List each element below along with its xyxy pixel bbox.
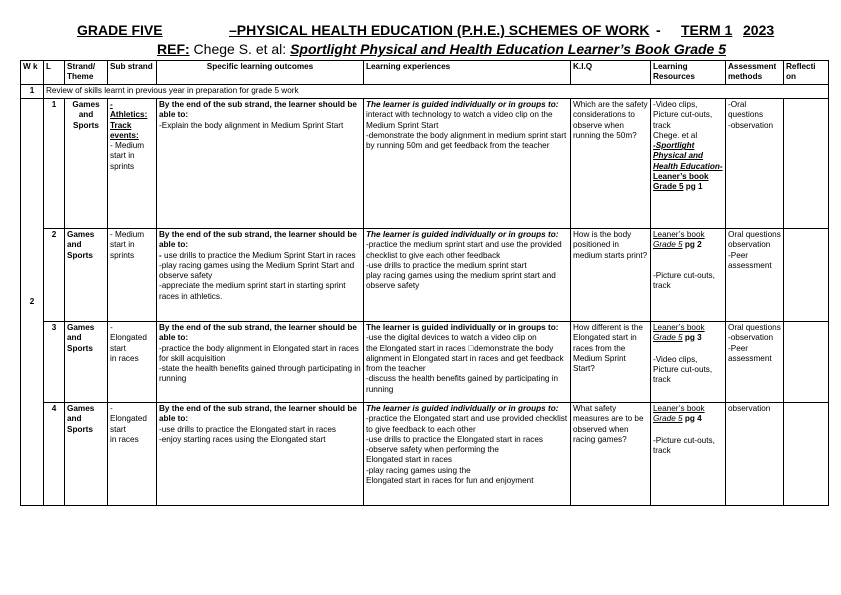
lesson-number: 1	[44, 99, 65, 229]
assessment-cell: -Oral questions -observation	[726, 99, 784, 229]
year-label: 2023	[743, 22, 775, 38]
resource-book: Leaner’s book	[653, 230, 705, 239]
resource-text: -Picture cut-outs, track	[653, 435, 715, 455]
col-strand: Strand/ Theme	[65, 61, 108, 85]
sub-strand-cell: - Medium start in sprints	[108, 229, 157, 322]
resource-text: -Picture cut-outs, track	[653, 270, 715, 290]
outcomes-cell	[157, 99, 364, 229]
experiences-cell	[364, 99, 571, 229]
table-row	[21, 85, 829, 99]
strand-cell: Games and Sports	[65, 322, 108, 403]
table-row	[21, 229, 829, 322]
col-outcomes: Specific learning outcomes	[157, 61, 364, 85]
experience-body: -use the digital devices to watch a video clip on the Elongated start in races  demonstrate the body alignment in Elongated start in races and get feedback from the teacher -discuss the health benefits gained by participating in running	[366, 333, 564, 394]
kiq-cell: What safety measures are to be observed when racing games?	[571, 403, 651, 506]
col-experiences: Learning experiences	[364, 61, 571, 85]
document-title	[0, 22, 841, 40]
schemes-table	[20, 60, 829, 506]
experiences-cell	[364, 403, 571, 506]
outcomes-cell	[157, 403, 364, 506]
outcome-heading: By the end of the sub strand, the learner should be able to:	[159, 323, 357, 343]
experience-heading: The learner is guided individually or in groups to:	[366, 230, 559, 239]
reflection-cell	[784, 229, 829, 322]
reflection-cell	[784, 322, 829, 403]
outcome-heading: By the end of the sub strand, the learner should be able to:	[159, 230, 357, 250]
resource-book-title: -Sportlight Physical and Health Education-	[653, 141, 723, 171]
resources-cell	[651, 322, 726, 403]
outcome-body: -Explain the body alignment in Medium Sprint Start	[159, 120, 344, 130]
resource-page: pg 3	[682, 333, 702, 343]
header-row	[21, 61, 829, 85]
col-lesson: L	[44, 61, 65, 85]
outcomes-cell	[157, 322, 364, 403]
assessment-cell: Oral questions -observation -Peer assessment	[726, 322, 784, 403]
col-resources: Learning Resources	[651, 61, 726, 85]
reflection-cell	[784, 99, 829, 229]
assessment-cell: Oral questions observation -Peer assessment	[726, 229, 784, 322]
col-assessment: Assessment methods	[726, 61, 784, 85]
term-label: TERM 1	[681, 22, 733, 38]
resource-book: Leaner’s book	[653, 172, 709, 182]
table-row	[21, 322, 829, 403]
col-sub-strand: Sub strand	[108, 61, 157, 85]
kiq-cell: How different is the Elongated start in races from the Medium Sprint Start?	[571, 322, 651, 403]
assessment-cell: observation	[726, 403, 784, 506]
kiq-cell: How is the body positioned in medium starts print?	[571, 229, 651, 322]
sub-dash: -	[110, 100, 113, 109]
outcome-dash: -	[159, 250, 165, 260]
outcome-heading: By the end of the sub strand, the learner should be able to:	[159, 404, 357, 424]
sub-strand-cell: - Elongated start in races	[108, 322, 157, 403]
experience-heading: The learner is guided individually or in groups to:	[366, 323, 559, 332]
ref-author: Chege S. et al:	[189, 41, 291, 57]
sub-strand-cell	[108, 99, 157, 229]
lesson-number: 2	[44, 229, 65, 322]
resource-page: pg 2	[682, 240, 702, 250]
col-kiq: K.I.Q	[571, 61, 651, 85]
outcome-body: use drills to practice the Medium Sprint Start in races -play racing games using the Medium Sprint Start and observe safety -appreciate the medium sprint start in starting sprint races in athletics.	[159, 250, 356, 301]
resource-page: pg 4	[682, 414, 702, 424]
grade-label: GRADE FIVE	[77, 22, 163, 38]
resource-text: -Video clips, Picture cut-outs, track Chege. et al	[653, 100, 713, 140]
resource-grade: Grade 5	[653, 182, 684, 192]
resource-book: Leaner’s book	[653, 404, 705, 413]
sub-strand-title: Athletics: Track events:	[110, 110, 148, 140]
resource-page: pg 1	[683, 182, 703, 192]
outcome-heading: By the end of the sub strand, the learner should be able to:	[159, 100, 357, 120]
kiq-cell: Which are the safety considerations to observe when running the 50m?	[571, 99, 651, 229]
sub-strand-cell: - Elongated start in races	[108, 403, 157, 506]
resource-grade: Grade 5	[653, 240, 683, 250]
experience-body: -practice the Elongated start and use provided checklist to give feedback to each other -use drills to practice the Elongated start in races -observe safety when performing the Elongated start in races -play racing games using the Elongated start in races for fun and enjoyment	[366, 414, 568, 486]
col-week: W k	[21, 61, 44, 85]
outcomes-cell	[157, 229, 364, 322]
title-dash: -	[656, 22, 661, 38]
resource-grade: Grade 5	[653, 414, 683, 424]
reference-line	[157, 41, 726, 57]
lesson-number: 4	[44, 403, 65, 506]
subject-label: –PHYSICAL HEALTH EDUCATION (P.H.E.) SCHEMES OF WORK	[229, 22, 650, 38]
resource-book: Leaner’s book	[653, 323, 705, 332]
strand-cell: Games and Sports	[65, 229, 108, 322]
ref-book: Sportlight Physical and Health Education Learner’s Book Grade 5	[290, 41, 726, 57]
lesson-number: 3	[44, 322, 65, 403]
review-cell: Review of skills learnt in previous year in preparation for grade 5 work	[44, 85, 829, 99]
outcome-body: -practice the body alignment in Elongated start in races for skill acquisition -state the health benefits gained through participating in running	[159, 343, 361, 384]
experiences-cell	[364, 322, 571, 403]
resources-cell	[651, 99, 726, 229]
col-reflection: Reflecti on	[784, 61, 829, 85]
experience-heading: The learner is guided individually or in groups to:	[366, 100, 559, 109]
resources-cell	[651, 403, 726, 506]
experience-body: -practice the medium sprint start and use the provided checklist to give each other feedback -use drills to practice the medium sprint start play racing games using the medium sprint start and observe safety	[366, 240, 562, 291]
reflection-cell	[784, 403, 829, 506]
strand-cell: Games and Sports	[65, 403, 108, 506]
ref-label: REF:	[157, 41, 190, 57]
week-number: 2	[21, 99, 44, 506]
strand-cell: Games and Sports	[65, 99, 108, 229]
outcome-body: -use drills to practice the Elongated start in races -enjoy starting races using the Elongated start	[159, 424, 337, 444]
experience-heading: The learner is guided individually or in groups to:	[366, 404, 559, 413]
experience-body: interact with technology to watch a video clip on the Medium Sprint Start -demonstrate the body alignment in medium sprint start by running 50m and get feedback from the teacher	[366, 110, 567, 151]
table-row	[21, 403, 829, 506]
resources-cell	[651, 229, 726, 322]
resource-text: -Video clips, Picture cut-outs, track	[653, 354, 713, 385]
experiences-cell	[364, 229, 571, 322]
sub-strand-detail: - Medium start in sprints	[110, 141, 145, 171]
resource-grade: Grade 5	[653, 333, 683, 343]
table-row	[21, 99, 829, 229]
week-number: 1	[21, 85, 44, 99]
